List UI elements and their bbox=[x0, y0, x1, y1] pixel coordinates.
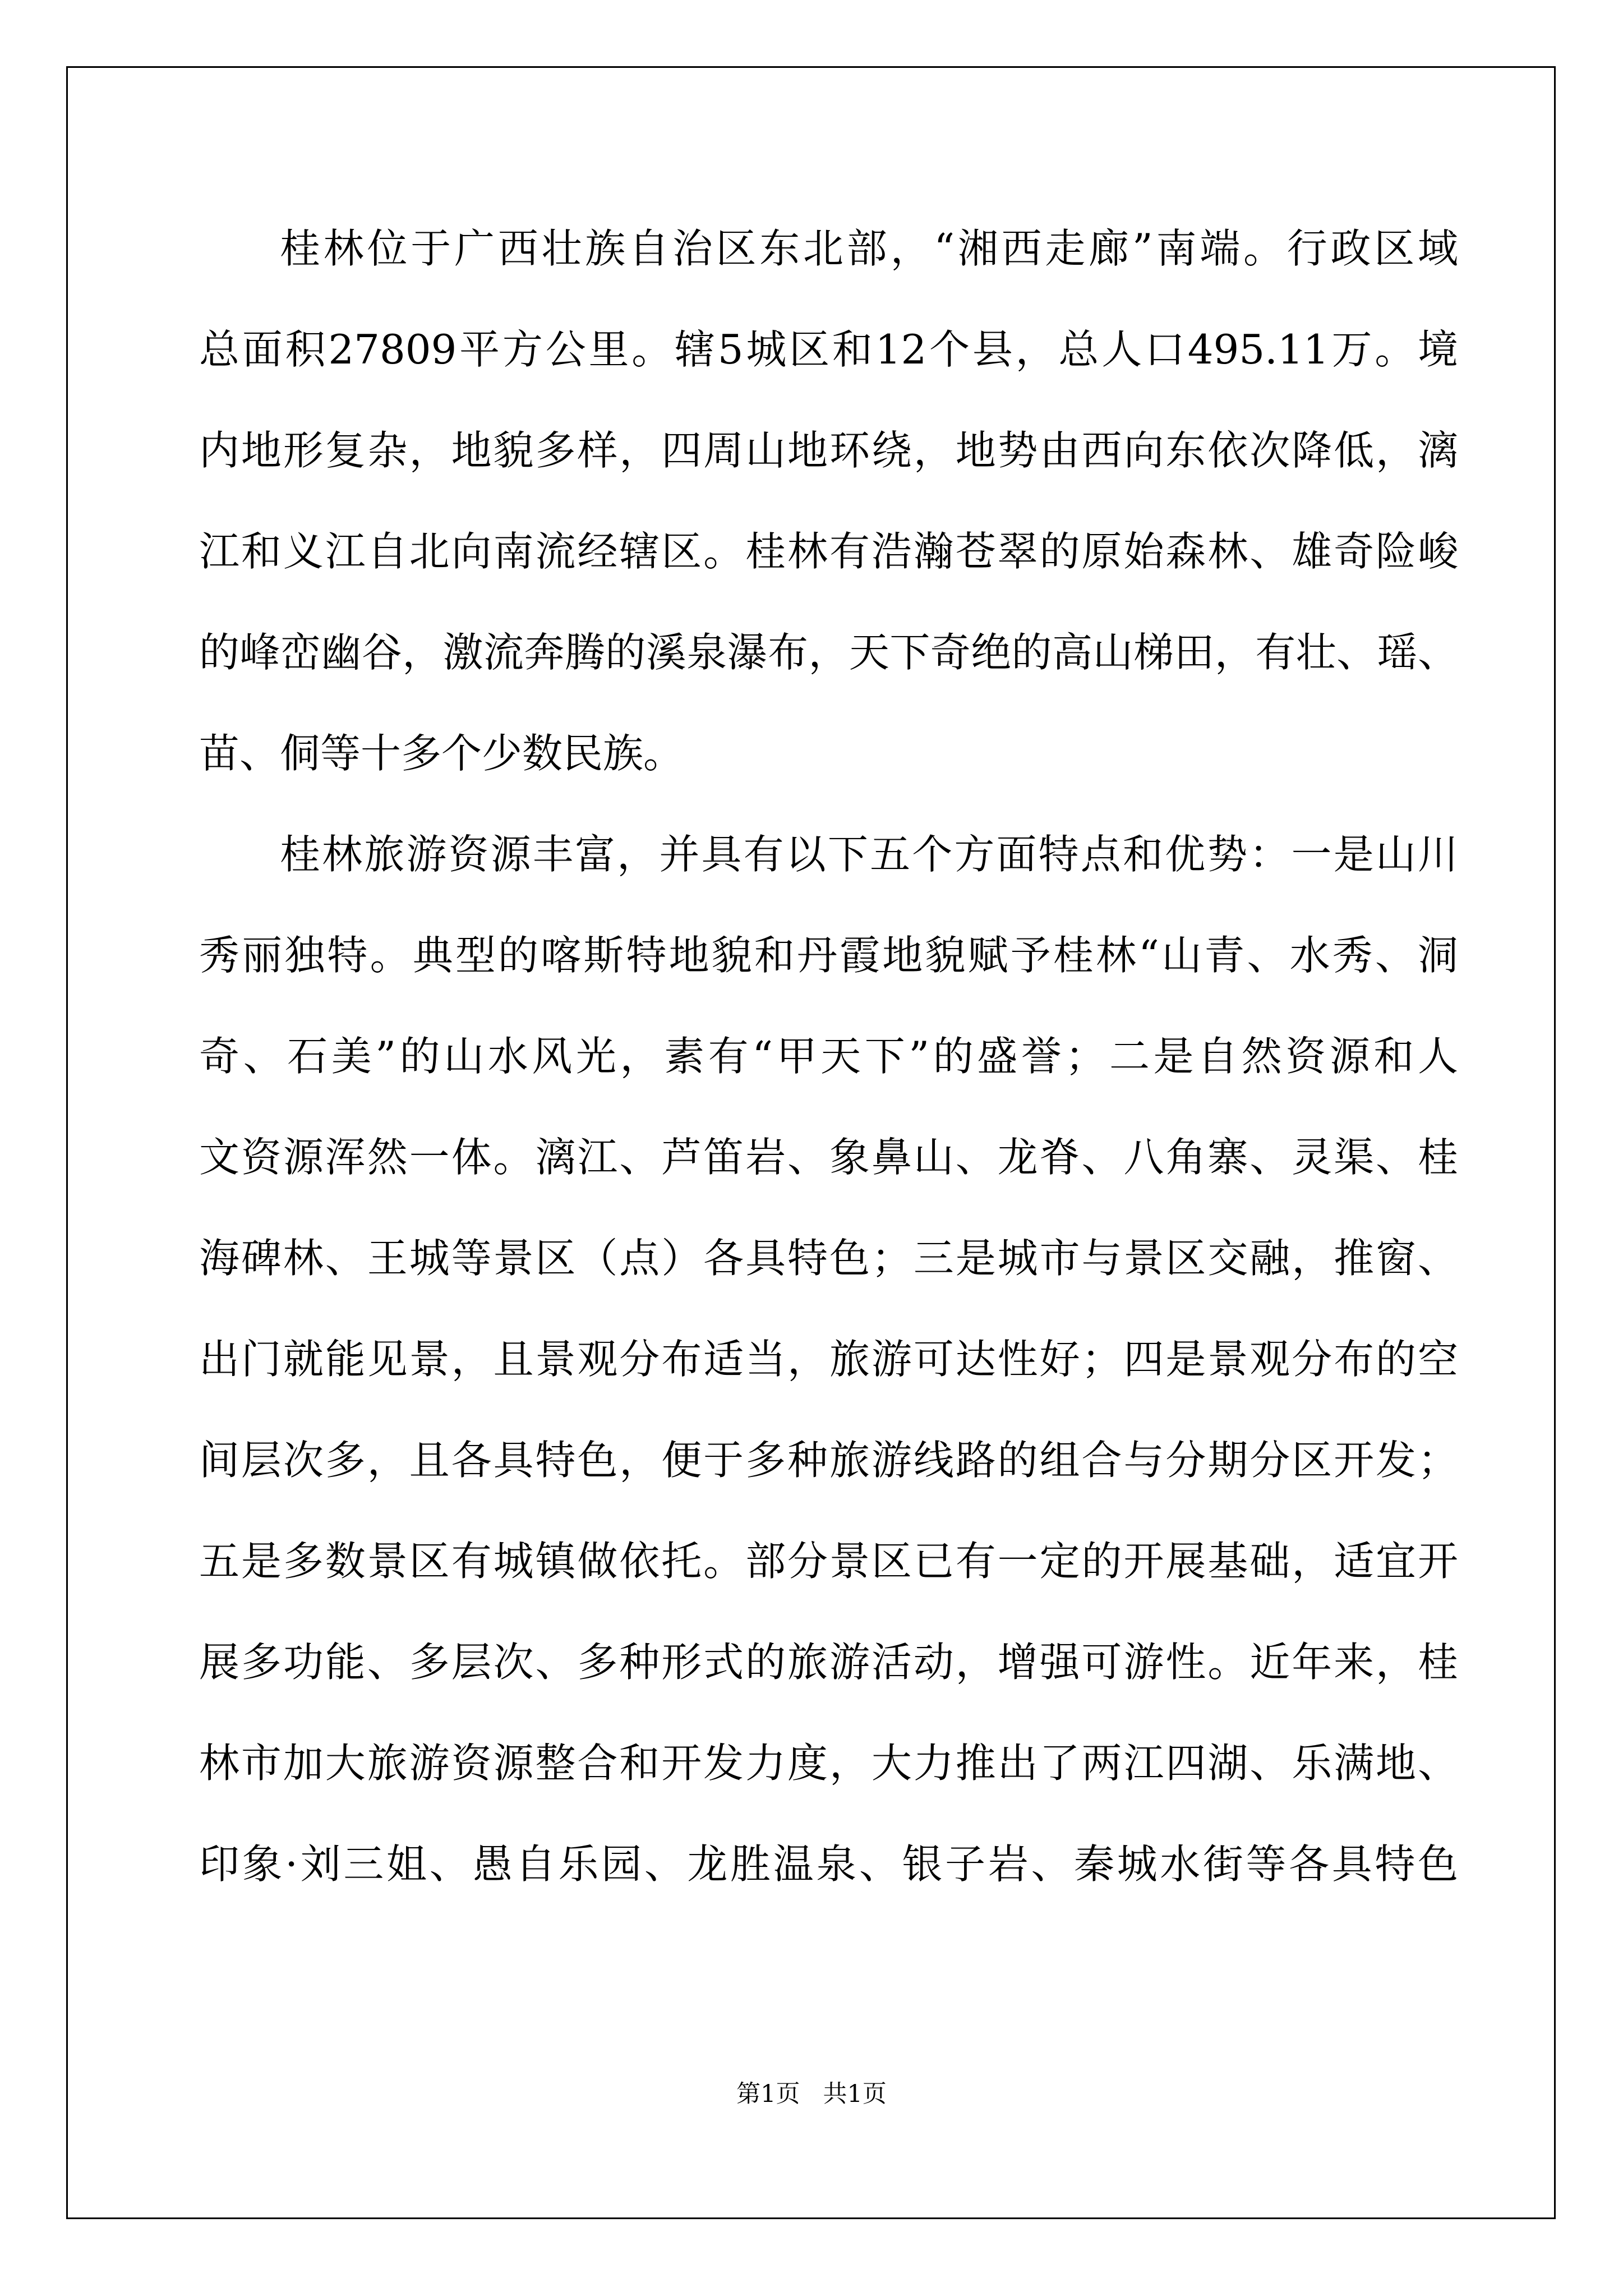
paragraph-2-line-2: 秀丽独特。典型的喀斯特地貌和丹霞地貌赋予桂林“山青、水秀、洞 bbox=[199, 932, 1458, 979]
paragraph-2-line-1: 桂林旅游资源丰富，并具有以下五个方面特点和优势：一是山川 bbox=[280, 831, 1458, 878]
paragraph-2-line-3: 奇、石美”的山水风光，素有“甲天下”的盛誉；二是自然资源和人 bbox=[199, 1033, 1458, 1080]
paragraph-2-line-5: 海碑林、王城等景区（点）各具特色；三是城市与景区交融，推窗、 bbox=[199, 1235, 1458, 1282]
page-number-footer: 第1页 共1页 bbox=[736, 2080, 887, 2108]
paragraph-2-line-8: 五是多数景区有城镇做依托。部分景区已有一定的开展基础，适宜开 bbox=[199, 1538, 1458, 1585]
paragraph-2-line-11: 印象·刘三姐、愚自乐园、龙胜温泉、银子岩、秦城水街等各具特色 bbox=[199, 1841, 1458, 1888]
paragraph-1-line-3: 内地形复杂，地貌多样，四周山地环绕，地势由西向东依次降低，漓 bbox=[199, 427, 1458, 474]
paragraph-1-line-2: 总面积27809平方公里。辖5城区和12个县，总人口495.11万。境 bbox=[199, 326, 1458, 373]
paragraph-2-line-6: 出门就能见景，且景观分布适当，旅游可达性好；四是景观分布的空 bbox=[199, 1336, 1458, 1383]
paragraph-2-line-7: 间层次多，且各具特色，便于多种旅游线路的组合与分期分区开发； bbox=[199, 1437, 1458, 1484]
paragraph-2-line-4: 文资源浑然一体。漓江、芦笛岩、象鼻山、龙脊、八角寨、灵渠、桂 bbox=[199, 1134, 1458, 1181]
paragraph-1-line-5: 的峰峦幽谷，激流奔腾的溪泉瀑布，天下奇绝的高山梯田，有壮、瑶、 bbox=[199, 629, 1458, 676]
paragraph-1-line-6: 苗、侗等十多个少数民族。 bbox=[199, 730, 684, 777]
paragraph-2-line-10: 林市加大旅游资源整合和开发力度，大力推出了两江四湖、乐满地、 bbox=[199, 1740, 1458, 1787]
paragraph-1-line-4: 江和义江自北向南流经辖区。桂林有浩瀚苍翠的原始森林、雄奇险峻 bbox=[199, 528, 1458, 575]
paragraph-2-line-9: 展多功能、多层次、多种形式的旅游活动，增强可游性。近年来，桂 bbox=[199, 1639, 1458, 1686]
paragraph-1-line-1: 桂林位于广西壮族自治区东北部，“湘西走廊”南端。行政区域 bbox=[280, 225, 1458, 272]
